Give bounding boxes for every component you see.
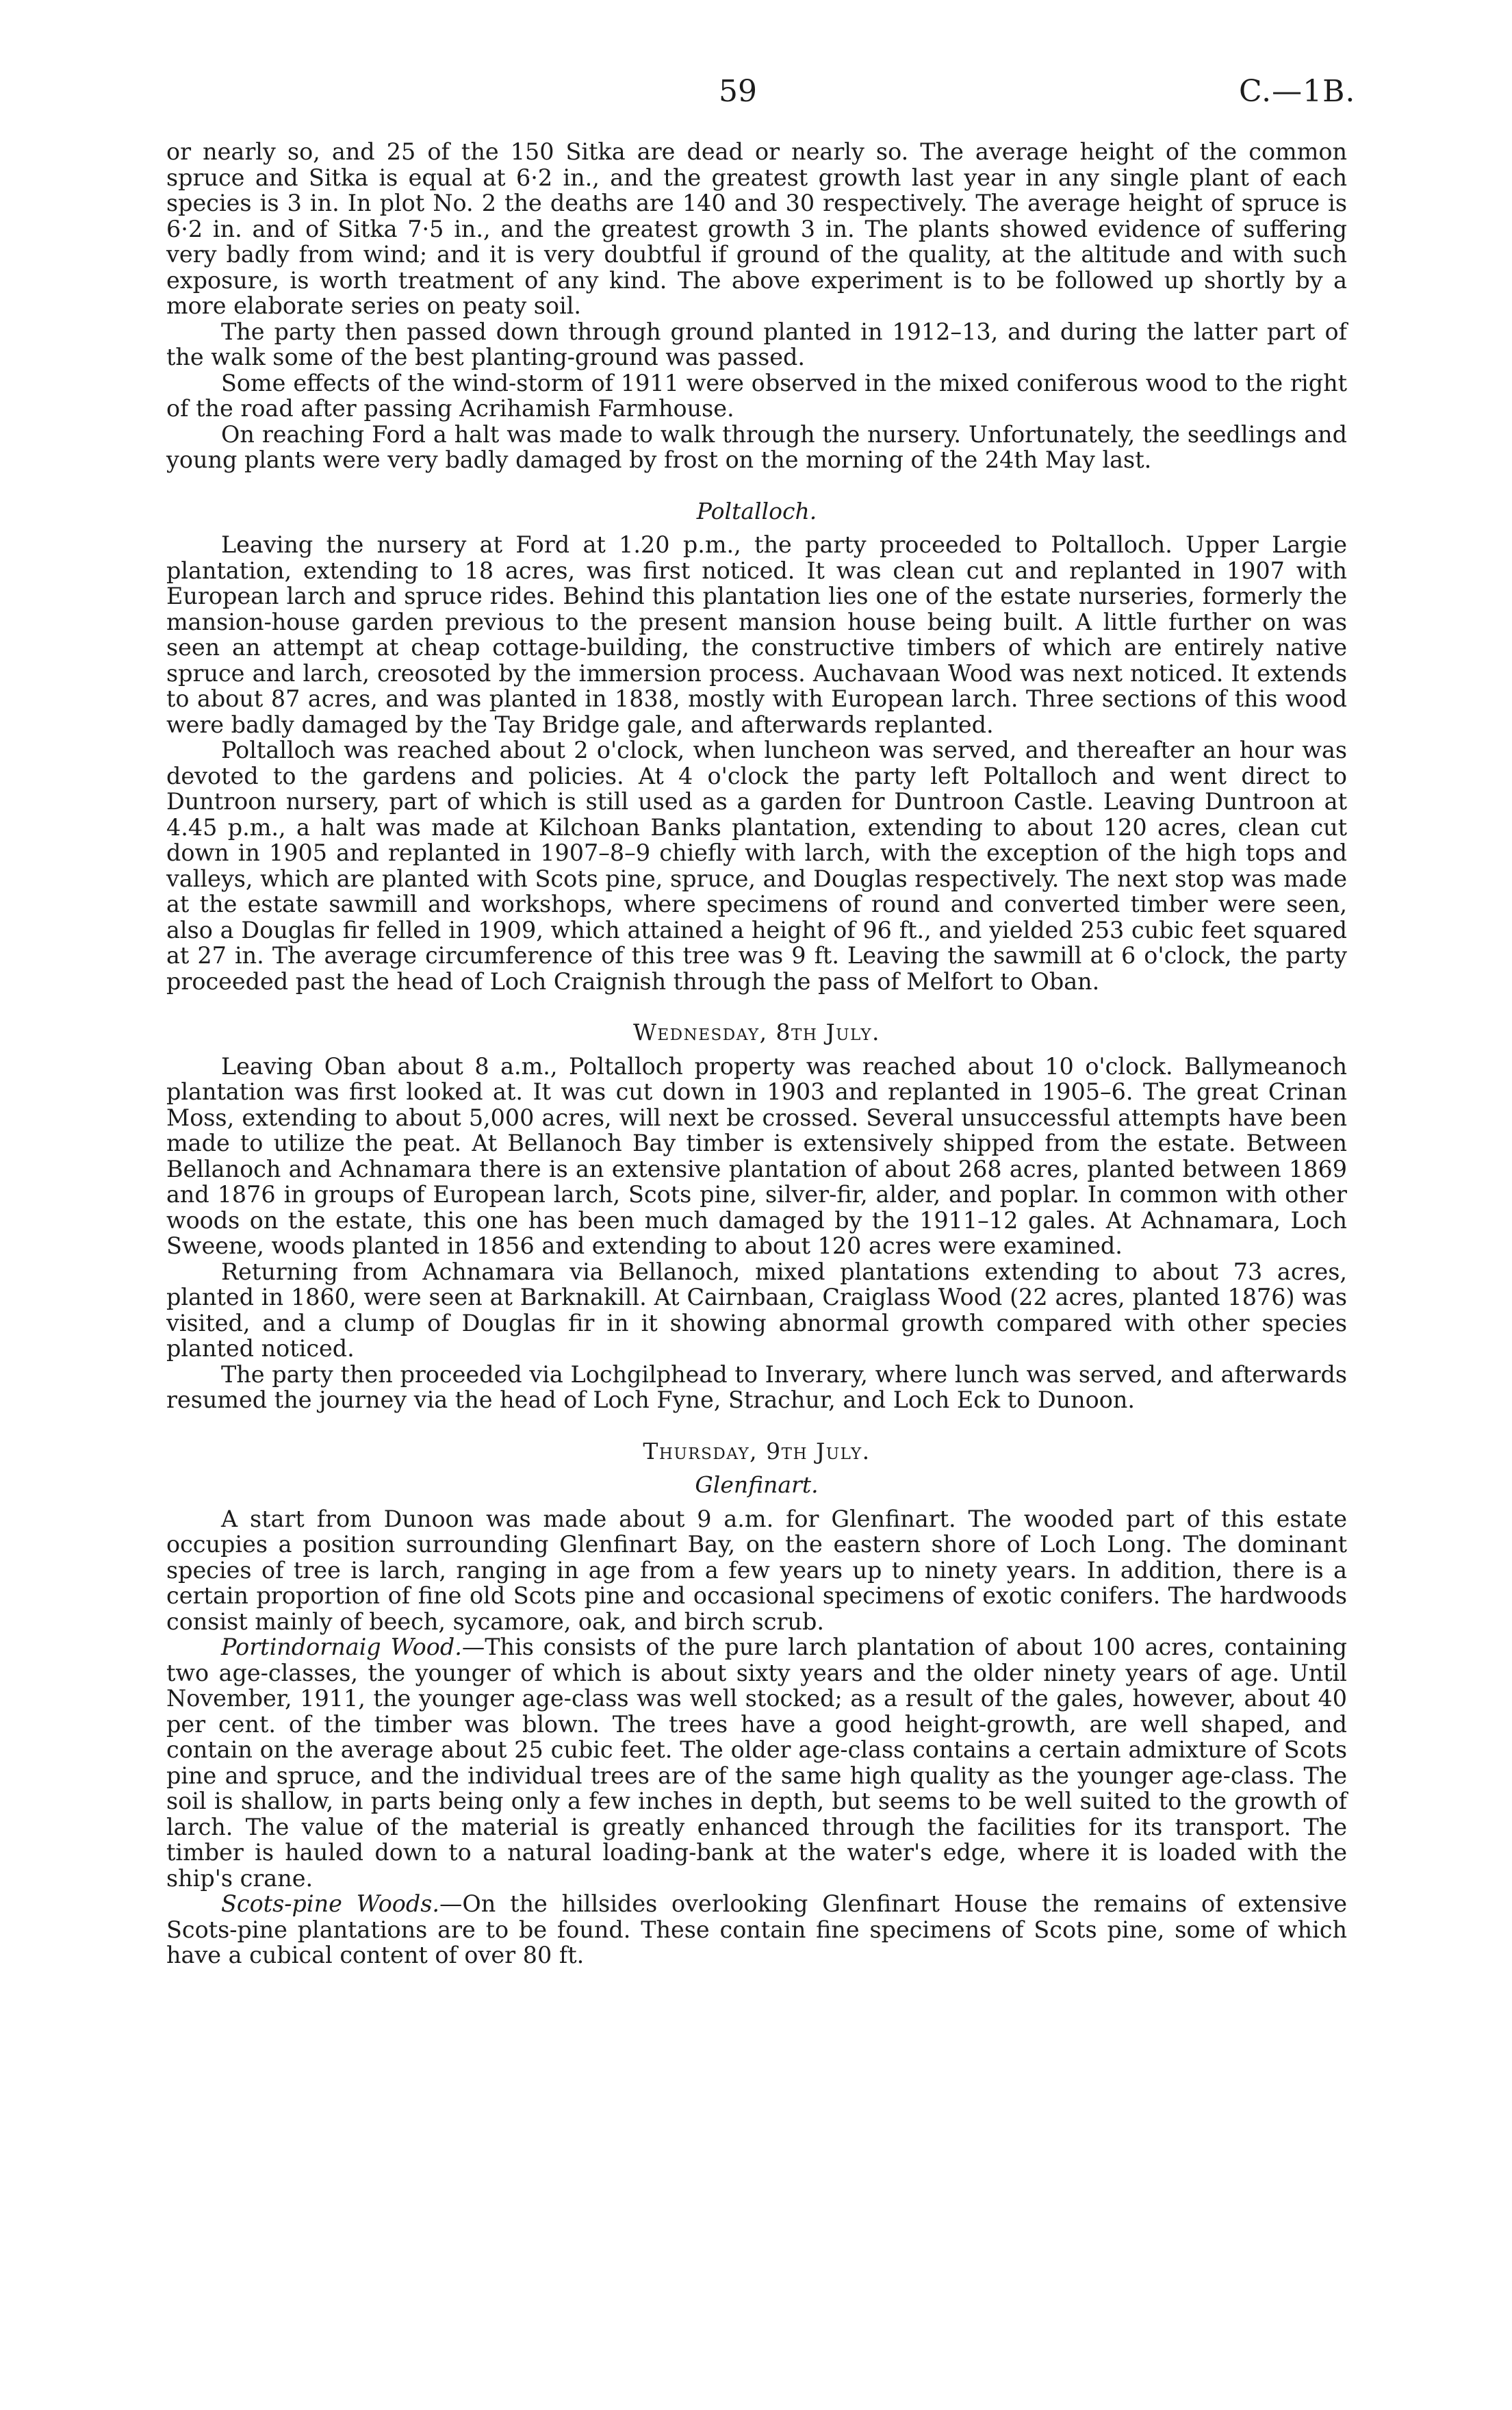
paragraph: Returning from Achnamara via Bellanoch, mixed plantations extending to about 73 acres, planted in 1860, were seen at Barknakill. At Cairnbaan, Craiglass Wood (22 acres, planted 1876) was visited, and a clump of Douglas fir in it showing abnormal growth compared with other species planted noticed. [166,1258,1347,1362]
series-code: C.—1B. [1239,74,1356,109]
section-heading-wednesday: Wednesday, 8th July. [632,1019,881,1045]
paragraph [166,1634,1347,1891]
page-number: 59 [719,74,757,109]
paragraph: Some effects of the wind-storm of 1911 were observed in the mixed coniferous wood to the right of the road after passing Acrihamish Farmhouse. [166,369,1347,422]
section-heading-thursday: Thursday, 9th July. [643,1437,871,1464]
paragraph: On reaching Ford a halt was made to walk through the nursery. Unfortunately, the seedlings and young plants were very badly damaged by frost on the morning of the 24th May last. [166,420,1347,473]
paragraph-text: —On the hillsides overlooking Glenfinart House the remains of extensive Scots-pine plantations are to be found. These contain fine specimens of Scots pine, some of which have a cubical content of over 80 ft. [166,1890,1347,1968]
paragraph: Poltalloch was reached about 2 o'clock, when luncheon was served, and thereafter an hour was devoted to the gardens and policies. At 4 o'clock the party left Poltalloch and went direct to Duntroon nursery, part of which is still used as a garden for Duntroon Castle. Leaving Duntroon at 4.45 p.m., a halt was made at Kilchoan Banks plantation, extending to about 120 acres, clean cut down in 1905 and replanted in 1907–8–9 chiefly with larch, with the exception of the high tops and valleys, which are planted with Scots pine, spruce, and Douglas respectively. The next stop was made at the estate sawmill and workshops, where specimens of round and converted timber were seen, also a Douglas fir felled in 1909, which attained a height of 96 ft., and yielded 253 cubic feet squared at 27 in. The average circumference of this tree was 9 ft. Leaving the sawmill at 6 o'clock, the party proceeded past the head of Loch Craignish through the pass of Melfort to Oban. [166,737,1347,995]
page-body [166,139,1347,1968]
paragraph: A start from Dunoon was made about 9 a.m. for Glenfinart. The wooded part of this estate occupies a position surrounding Glenfinart Bay, on the eastern shore of Loch Long. The dominant species of tree is larch, ranging in age from a few years up to ninety years. In addition, there is a certain proportion of fine old Scots pine and occasional specimens of exotic conifers. The hardwoods consist mainly of beech, sycamore, oak, and birch scrub. [166,1505,1347,1635]
paragraph-text: —This consists of the pure larch plantation of about 100 acres, containing two age-classes, the younger of which is about sixty years and the older ninety years of age. Until November, 1911, the younger age-class was well stocked; as a result of the gales, however, about 40 per cent. of the timber was blown. The trees have a good height-growth, are well shaped, and contain on the average about 25 cubic feet. The older age-class contains a certain admixture of Scots pine and spruce, and the individual trees are of the same high quality as the younger age-class. The soil is shallow, in parts being only a few inches in depth, but seems to be well suited to the growth of larch. The value of the material is greatly enhanced through the facilities for its transport. The timber is hauled down to a natural loading-bank at the water's edge, where it is loaded with the ship's crane. [166,1634,1347,1892]
paragraph: The party then proceeded via Lochgilphead to Inverary, where lunch was served, and afterwards resumed the journey via the head of Loch Fyne, Strachur, and Loch Eck to Dunoon. [166,1360,1347,1413]
paragraph: The party then passed down through ground planted in 1912–13, and during the latter part of the walk some of the best planting-ground was passed. [166,318,1347,370]
paragraph: Leaving Oban about 8 a.m., Poltalloch property was reached about 10 o'clock. Ballymeanoch plantation was first looked at. It was cut down in 1903 and replanted in 1905–6. The great Crinan Moss, extending to about 5,000 acres, will next be crossed. Several unsuccessful attempts have been made to utilize the peat. At Bellanoch Bay timber is extensively shipped from the estate. Between Bellanoch and Achnamara there is an extensive plantation of about 268 acres, planted between 1869 and 1876 in groups of European larch, Scots pine, silver-fir, alder, and poplar. In common with other woods on the estate, this one has been much damaged by the 1911–12 gales. At Achnamara, Loch Sweene, woods planted in 1856 and extending to about 120 acres were examined. [166,1052,1347,1259]
paragraph [166,1891,1347,1968]
section-heading-glenfinart: Glenfinart. [695,1471,819,1498]
paragraph: or nearly so, and 25 of the 150 Sitka are dead or nearly so. The average height of the common spruce and Sitka is equal at 6·2 in., and the greatest growth last year in any single plant of each species is 3 in. In plot No. 2 the deaths are 140 and 30 respectively. The average height of spruce is 6·2 in. and of Sitka 7·5 in., and the greatest growth 3 in. The plants showed evidence of suffering very badly from wind; and it is very doubtful if ground of the quality, at the altitude and with such exposure, is worth treatment of any kind. The above experiment is to be followed up shortly by a more elaborate series on peaty soil. [166,138,1347,319]
run-in-heading: Portindornaig Wood. [221,1634,462,1660]
run-in-heading: Scots-pine Woods. [221,1890,440,1917]
page-header [0,74,1512,122]
paragraph: Leaving the nursery at Ford at 1.20 p.m., the party proceeded to Poltalloch. Upper Largie plantation, extending to 18 acres, was first noticed. It was clean cut and replanted in 1907 with European larch and spruce rides. Behind this plantation lies one of the estate nurseries, formerly the mansion-house garden previous to the present mansion house being built. A little further on was seen an attempt at cheap cottage-building, the constructive timbers of which are entirely native spruce and larch, creosoted by the immersion process. Auchavaan Wood was next noticed. It extends to about 87 acres, and was planted in 1838, mostly with European larch. Three sections of this wood were badly damaged by the Tay Bridge gale, and afterwards replanted. [166,531,1347,738]
section-heading-poltalloch: Poltalloch. [696,497,817,524]
